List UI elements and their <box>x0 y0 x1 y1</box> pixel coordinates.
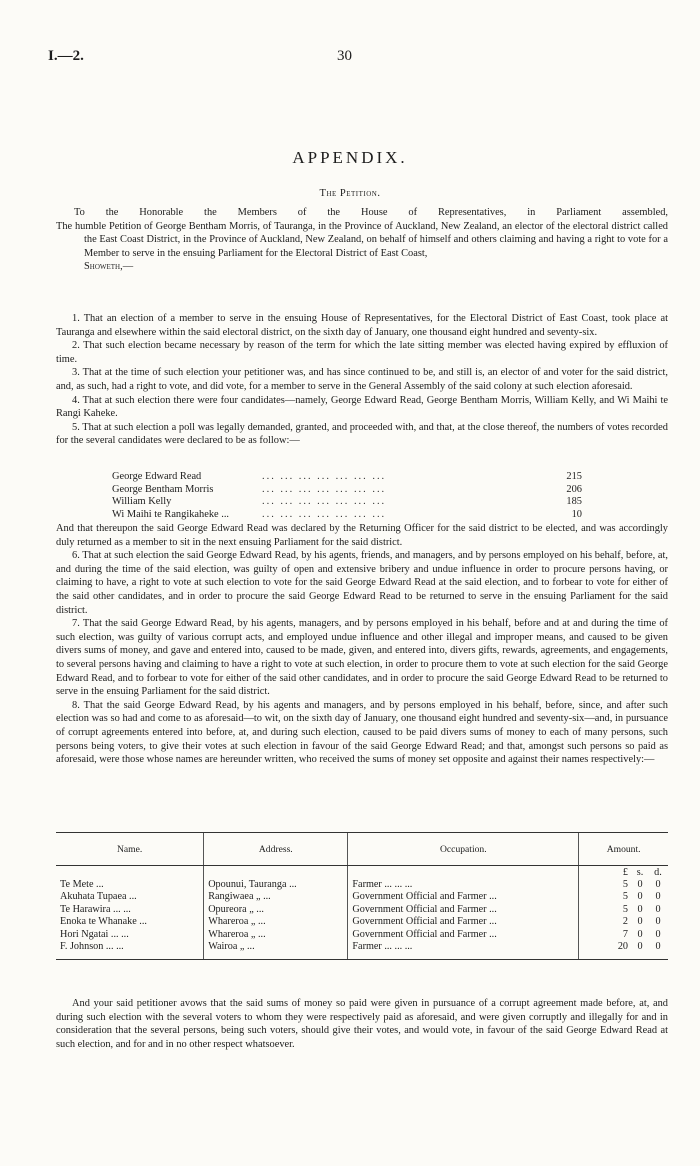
cell-pence: 0 <box>655 891 661 903</box>
paragraph-4: 4. That at such election there were four candidates—namely, George Edward Read, George Bentham Morris, William Kelly, and Wi Maihi te Rangi Kaheke. <box>56 394 668 420</box>
cell-name: Enoka te Whanake ... <box>60 916 147 928</box>
candidate-vote-list <box>112 471 592 521</box>
candidate-name: George Edward Read <box>112 471 202 482</box>
column-header-occupation: Occupation. <box>348 833 579 866</box>
cell-occupation: Government Official and Farmer ... <box>348 916 579 928</box>
section-subtitle: The Petition. <box>319 188 381 199</box>
leader-dots: ... ... ... ... ... ... ... <box>262 483 387 495</box>
cell-address: Opureora „ ... <box>204 903 348 915</box>
candidate-row <box>112 484 592 497</box>
petition-address <box>56 206 668 274</box>
declaration-paragraph: And that thereupon the said George Edward Read was declared by the Returning Officer for the said district to be elected, and was accordingly duly returned as a member to sit in the next ensuing Parliament for the said district. <box>56 523 668 548</box>
cell-pence: 0 <box>655 903 661 915</box>
page-title: APPENDIX. <box>292 148 408 167</box>
currency-row <box>56 866 668 879</box>
paragraph-7: 7. That the said George Edward Read, by his agents, managers, and by persons employed in his behalf, before and at and during the time of such election, was guilty of various corrupt acts, and employed undue influence and other illegal and improper means, and caused to be given divers sums of money, and gave and entered into, caused to be made, given, and entered into, divers gifts, rewards, agreements, and engagements, to several persons having and claiming to have a right to vote at such election, in order to procure them to vote at such election for the said George Edward Read, and to forbear to vote for either of the said other candidates, and in order to procure the said George Edward Read to be returned to serve in the ensuing Parliament for the said district. <box>56 618 668 698</box>
shillings-symbol: s. <box>636 866 644 878</box>
cell-name: Hori Ngatai ... ... <box>60 928 129 940</box>
table-row <box>56 878 668 890</box>
cell-pence: 0 <box>655 941 661 953</box>
candidate-name: William Kelly <box>112 496 172 508</box>
paragraph-5: 5. That at such election a poll was legally demanded, granted, and proceeded with, and that, at the close thereof, the numbers of votes recorded for the several candidates were declared to be as follow:— <box>56 421 668 447</box>
cell-pounds: 20 <box>617 941 628 953</box>
cell-shillings: 0 <box>637 903 643 915</box>
cell-occupation: Government Official and Farmer ... <box>348 903 579 915</box>
column-header-address: Address. <box>204 833 348 866</box>
petition-paragraphs-continued <box>56 522 668 767</box>
table-row <box>56 891 668 903</box>
cell-shillings: 0 <box>637 879 643 891</box>
closing-paragraph: And your said petitioner avows that the said sums of money so paid were given in pursuance of a corrupt agreement made before, at, and during such election with the several voters to whom they were respectively paid as aforesaid, and were given corruptly and illegally for and in consideration that the several persons, being such voters, should give their votes, and would vote, in favour of the said George Edward Read at such election, and for and in no other respect whatsoever. <box>56 998 668 1050</box>
candidate-votes: 185 <box>566 496 582 508</box>
cell-pence: 0 <box>655 879 661 891</box>
cell-occupation: Farmer ... ... ... <box>348 878 579 890</box>
leader-dots: ... ... ... ... ... ... ... <box>262 496 387 508</box>
cell-shillings: 0 <box>637 941 643 953</box>
candidate-votes: 215 <box>566 471 582 482</box>
candidate-name: Wi Maihi te Rangikaheke ... <box>112 508 230 520</box>
candidate-name: George Bentham Morris <box>112 483 214 495</box>
table-row <box>56 940 668 959</box>
paragraph-1: 1. That an election of a member to serve in the ensuing House of Representatives, for the Electoral District of East Coast, took place at Tauranga and elsewhere within the said electoral district, on the sixth day of January, one thousand eight hundred and seventy-six. <box>56 313 668 338</box>
column-header-name: Name. <box>56 833 204 866</box>
payments-table <box>56 832 668 960</box>
candidate-votes: 10 <box>571 508 582 520</box>
leader-dots: ... ... ... ... ... ... ... <box>262 508 387 520</box>
paragraph-3: 3. That at the time of such election your petitioner was, and has since continued to be, and still is, an elector of and voter for the said district, and, as such, had a right to vote, and did vote, for a member to serve in the General Assembly of the said colony at such election aforesaid. <box>56 367 668 392</box>
cell-pounds: 5 <box>622 879 628 891</box>
cell-pence: 0 <box>655 928 661 940</box>
cell-address: Whareroa „ ... <box>204 928 348 940</box>
cell-name: Te Harawira ... ... <box>60 903 131 915</box>
petition-preamble: The humble Petition of George Bentham Morris, of Tauranga, in the Province of Auckland, New Zealand, an elector of the electoral district called the East Coast District, in the Province of Auckland, New Zealand, on behalf of himself and others claiming and having a right to vote for a Member to serve in the ensuing Parliament for the Electoral District of East Coast, <box>56 220 668 259</box>
cell-address: Rangiwaea „ ... <box>204 891 348 903</box>
cell-shillings: 0 <box>637 916 643 928</box>
cell-occupation: Government Official and Farmer ... <box>348 928 579 940</box>
candidate-row <box>112 471 592 484</box>
column-header-amount: Amount. <box>579 833 668 866</box>
cell-name: Akuhata Tupaea ... <box>60 891 137 903</box>
leader-dots: ... ... ... ... ... ... ... <box>262 471 387 482</box>
cell-pounds: 2 <box>622 916 628 928</box>
table-row <box>56 928 668 940</box>
cell-pence: 0 <box>655 916 661 928</box>
cell-name: F. Johnson ... ... <box>56 940 204 959</box>
document-reference: I.—2. <box>48 48 84 64</box>
page-number: 30 <box>337 48 352 64</box>
sheweth-heading: Showeth,— <box>84 261 134 273</box>
pence-symbol: d. <box>654 866 662 878</box>
cell-occupation: Government Official and Farmer ... <box>348 891 579 903</box>
cell-address: Opounui, Tauranga ... <box>204 878 348 890</box>
cell-address: Wairoa „ ... <box>204 940 348 959</box>
cell-pounds: 5 <box>622 891 628 903</box>
cell-address: Whareroa „ ... <box>204 916 348 928</box>
cell-name: Te Mete ... <box>60 879 104 891</box>
cell-pounds: 5 <box>622 903 628 915</box>
table-row <box>56 916 668 928</box>
paragraph-6: 6. That at such election the said George Edward Read, by his agents, friends, and managers, and by persons employed on his behalf, before, at, and during the time of the said election, was guilty of open and extensive bribery and undue influence in order to procure persons having, or claiming to have, a right to vote at such election to vote for the said George Edward Read at the said election, and to forbear to vote for either of the said other candidates, and in order to procure the said George Edward Read to be returned to serve in the ensuing Parliament for the said district. <box>56 550 668 616</box>
cell-shillings: 0 <box>637 928 643 940</box>
paragraph-8: 8. That the said George Edward Read, by his agents and managers, and by persons employed in his behalf, before, since, and after such election was so had and come to as aforesaid—to wit, on the sixth day of January, one thousand eight hundred and seventy-six—and, in pursuance of corrupt agreements entered into before, at, and during such election, caused to be paid divers sums of money to each of many persons, such persons being voters, to give their votes at such election in favour of the said George Edward Read; and that, amongst such persons so paid as aforesaid, were those whose names are hereunder written, who received the sums of money set opposite and against their names respectively:— <box>56 699 668 766</box>
table-header-row <box>56 833 668 866</box>
closing-paragraph-block <box>56 997 668 1051</box>
cell-occupation: Farmer ... ... ... <box>348 940 579 959</box>
petition-paragraphs <box>56 312 668 448</box>
address-line: To the Honorable the Members of the House of Representatives, in Parliament assembled, <box>74 207 668 218</box>
table-row <box>56 903 668 915</box>
cell-pounds: 7 <box>622 928 628 940</box>
paragraph-2: 2. That such election became necessary by reason of the term for which the late sitting member was elected having expired by effluxion of time. <box>56 340 668 365</box>
candidate-row <box>112 496 592 509</box>
candidate-votes: 206 <box>566 483 582 495</box>
candidate-row <box>112 509 592 522</box>
cell-shillings: 0 <box>637 891 643 903</box>
pounds-symbol: £ <box>622 866 628 878</box>
